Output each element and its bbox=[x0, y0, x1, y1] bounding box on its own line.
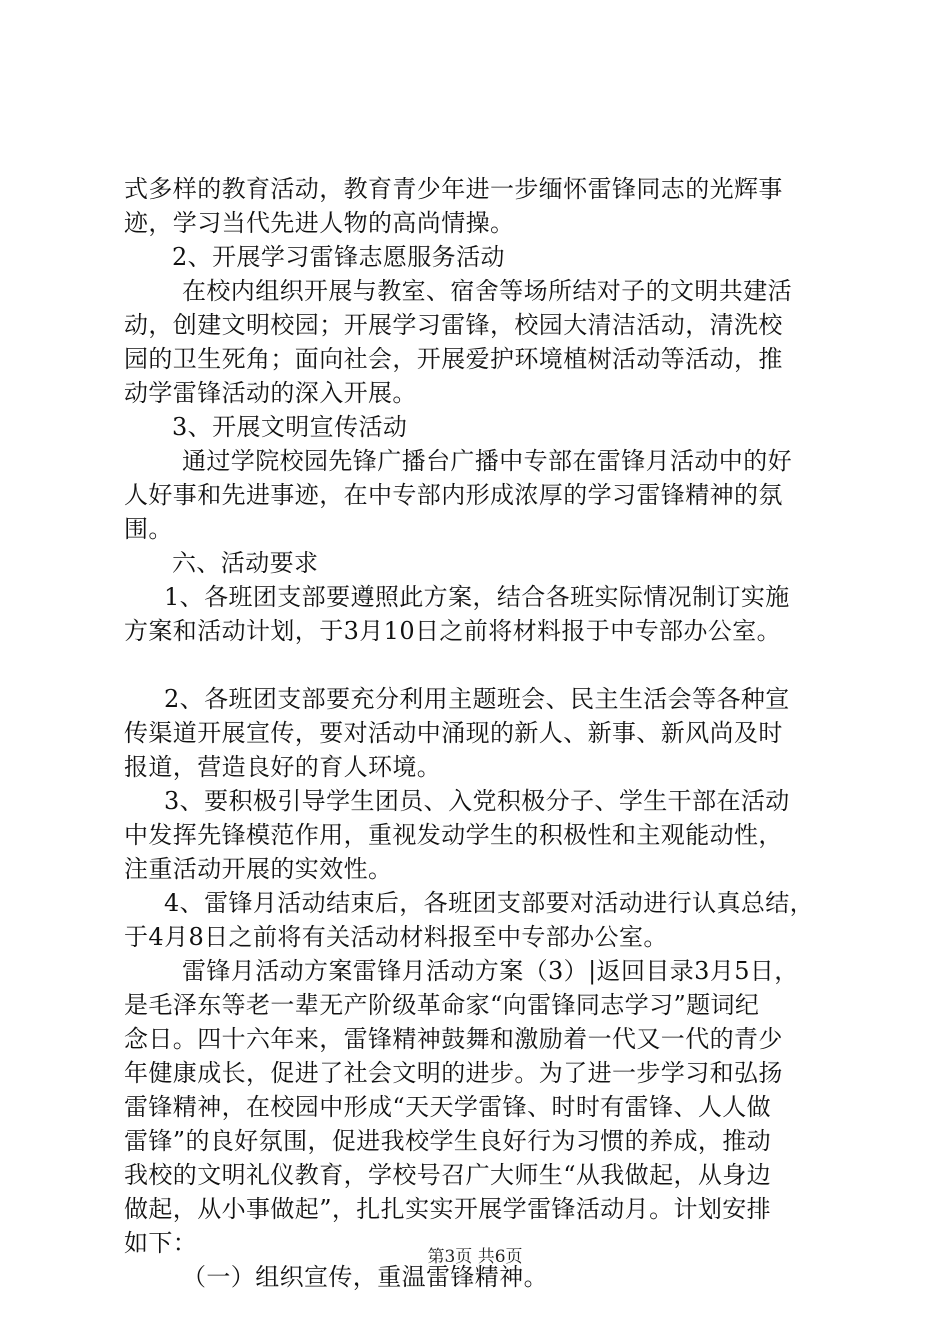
text-line: 报道，营造良好的育人环境。 bbox=[124, 753, 442, 781]
blank-line bbox=[124, 648, 834, 682]
text-line: 人好事和先进事迹，在中专部内形成浓厚的学习雷锋精神的氛 bbox=[124, 481, 783, 509]
text-line: 围。 bbox=[124, 515, 173, 543]
section-heading: 六、活动要求 bbox=[172, 549, 319, 577]
text-line: 传渠道开展宣传，要对活动中涌现的新人、新事、新风尚及时 bbox=[124, 719, 783, 747]
text-line: 1、各班团支部要遵照此方案，结合各班实际情况制订实施 bbox=[164, 583, 790, 611]
text-line: （一）组织宣传，重温雷锋精神。 bbox=[182, 1263, 548, 1291]
page-number: 第3页 共6页 bbox=[427, 1247, 523, 1267]
text-line: 我校的文明礼仪教育，学校号召广大师生“从我做起，从身边 bbox=[124, 1161, 772, 1189]
text-line: 3、开展文明宣传活动 bbox=[172, 413, 408, 441]
text-line: 方案和活动计划，于3月10日之前将材料报于中专部办公室。 bbox=[124, 617, 782, 645]
text-line: 注重活动开展的实效性。 bbox=[124, 855, 393, 883]
text-line: 3、要积极引导学生团员、入党积极分子、学生干部在活动 bbox=[164, 787, 790, 815]
text-line: 中发挥先锋模范作用，重视发动学生的积极性和主观能动性， bbox=[124, 821, 783, 849]
text-line: 迹，学习当代先进人物的高尚情操。 bbox=[124, 209, 515, 237]
text-line: 雷锋精神，在校园中形成“天天学雷锋、时时有雷锋、人人做 bbox=[124, 1093, 772, 1121]
text-line: 2、开展学习雷锋志愿服务活动 bbox=[172, 243, 505, 271]
text-line: 通过学院校园先锋广播台广播中专部在雷锋月活动中的好 bbox=[182, 447, 792, 475]
document-body bbox=[124, 172, 834, 1294]
text-line: 4、雷锋月活动结束后，各班团支部要对活动进行认真总结， bbox=[164, 889, 815, 917]
page-footer bbox=[0, 1242, 950, 1267]
text-line: 动学雷锋活动的深入开展。 bbox=[124, 379, 417, 407]
text-line: 在校内组织开展与教室、宿舍等场所结对子的文明共建活 bbox=[182, 277, 792, 305]
text-line: 是毛泽东等老一辈无产阶级革命家“向雷锋同志学习”题词纪 bbox=[124, 991, 760, 1019]
text-line: 做起，从小事做起”，扎扎实实开展学雷锋活动月。计划安排 bbox=[124, 1195, 772, 1223]
text-line: 雷锋月活动方案雷锋月活动方案（3）|返回目录3月5日， bbox=[182, 957, 799, 985]
text-line: 于4月8日之前将有关活动材料报至中专部办公室。 bbox=[124, 923, 668, 951]
text-line: 园的卫生死角；面向社会，开展爱护环境植树活动等活动，推 bbox=[124, 345, 783, 373]
text-line: 雷锋”的良好氛围，促进我校学生良好行为习惯的养成，推动 bbox=[124, 1127, 772, 1155]
text-line: 动，创建文明校园；开展学习雷锋，校园大清洁活动，清洗校 bbox=[124, 311, 783, 339]
text-line: 念日。四十六年来，雷锋精神鼓舞和激励着一代又一代的青少 bbox=[124, 1025, 783, 1053]
text-line: 如下： bbox=[124, 1229, 198, 1257]
text-line: 2、各班团支部要充分利用主题班会、民主生活会等各种宣 bbox=[164, 685, 790, 713]
text-line: 年健康成长，促进了社会文明的进步。为了进一步学习和弘扬 bbox=[124, 1059, 783, 1087]
text-line: 式多样的教育活动，教育青少年进一步缅怀雷锋同志的光辉事 bbox=[124, 175, 783, 203]
